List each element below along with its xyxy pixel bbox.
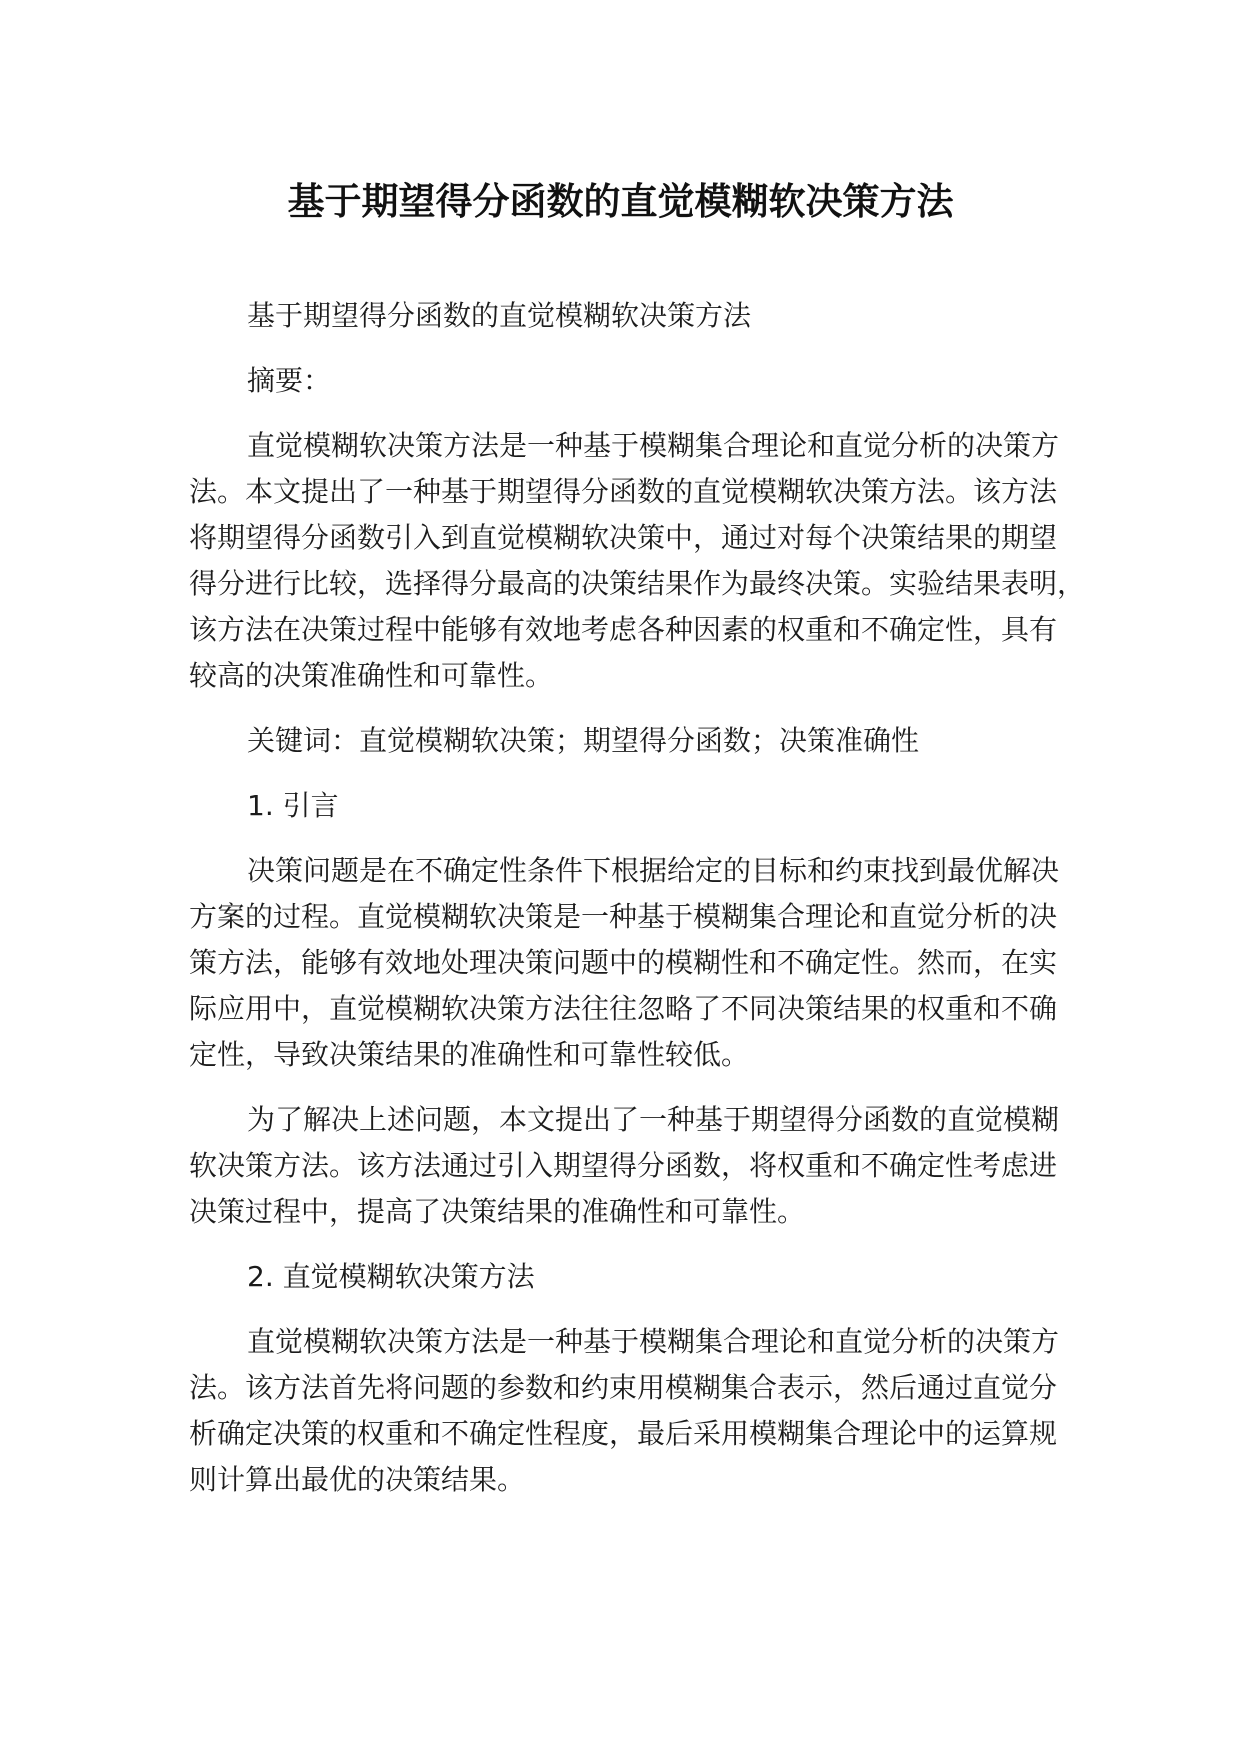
text-line: 软决策方法。该方法通过引入期望得分函数，将权重和不确定性考虑进 bbox=[189, 1149, 1058, 1182]
section-heading: 1. 引言 bbox=[247, 789, 339, 822]
abstract-label-paragraph bbox=[189, 358, 1089, 404]
text-line: 方案的过程。直觉模糊软决策是一种基于模糊集合理论和直觉分析的决 bbox=[189, 900, 1058, 933]
body-paragraph bbox=[189, 1319, 1089, 1503]
text-line: 得分进行比较，选择得分最高的决策结果作为最终决策。实验结果表明， bbox=[189, 567, 1086, 600]
text-line: 策方法，能够有效地处理决策问题中的模糊性和不确定性。然而，在实 bbox=[189, 946, 1058, 979]
text-line: 定性，导致决策结果的准确性和可靠性较低。 bbox=[189, 1038, 750, 1071]
section-heading-paragraph bbox=[189, 783, 1089, 829]
text-line: 为了解决上述问题，本文提出了一种基于期望得分函数的直觉模糊 bbox=[247, 1103, 1060, 1136]
text-line: 直觉模糊软决策方法是一种基于模糊集合理论和直觉分析的决策方 bbox=[247, 1325, 1060, 1358]
keywords-paragraph bbox=[189, 718, 1089, 764]
subtitle-paragraph bbox=[189, 293, 1089, 339]
text-line: 决策过程中，提高了决策结果的准确性和可靠性。 bbox=[189, 1195, 806, 1228]
text-line: 直觉模糊软决策方法是一种基于模糊集合理论和直觉分析的决策方 bbox=[247, 429, 1060, 462]
text-line: 则计算出最优的决策结果。 bbox=[189, 1463, 526, 1496]
body-paragraph bbox=[189, 848, 1089, 1078]
text-line: 将期望得分函数引入到直觉模糊软决策中，通过对每个决策结果的期望 bbox=[189, 521, 1058, 554]
document-title: 基于期望得分函数的直觉模糊软决策方法 bbox=[287, 180, 954, 223]
section-heading: 2. 直觉模糊软决策方法 bbox=[247, 1260, 535, 1293]
abstract-label: 摘要： bbox=[247, 364, 332, 397]
subtitle: 基于期望得分函数的直觉模糊软决策方法 bbox=[247, 299, 752, 332]
text-line: 际应用中，直觉模糊软决策方法往往忽略了不同决策结果的权重和不确 bbox=[189, 992, 1058, 1025]
text-line: 较高的决策准确性和可靠性。 bbox=[189, 659, 554, 692]
text-line: 决策问题是在不确定性条件下根据给定的目标和约束找到最优解决 bbox=[247, 854, 1060, 887]
body-paragraph bbox=[189, 1097, 1089, 1235]
text-line: 法。该方法首先将问题的参数和约束用模糊集合表示，然后通过直觉分 bbox=[189, 1371, 1058, 1404]
section-heading-paragraph bbox=[189, 1254, 1089, 1300]
abstract-paragraph bbox=[189, 423, 1089, 699]
document-body bbox=[189, 293, 1089, 1522]
text-line: 法。本文提出了一种基于期望得分函数的直觉模糊软决策方法。该方法 bbox=[189, 475, 1058, 508]
text-line: 析确定决策的权重和不确定性程度，最后采用模糊集合理论中的运算规 bbox=[189, 1417, 1058, 1450]
text-line: 该方法在决策过程中能够有效地考虑各种因素的权重和不确定性，具有 bbox=[189, 613, 1058, 646]
keywords: 关键词：直觉模糊软决策；期望得分函数；决策准确性 bbox=[247, 724, 920, 757]
